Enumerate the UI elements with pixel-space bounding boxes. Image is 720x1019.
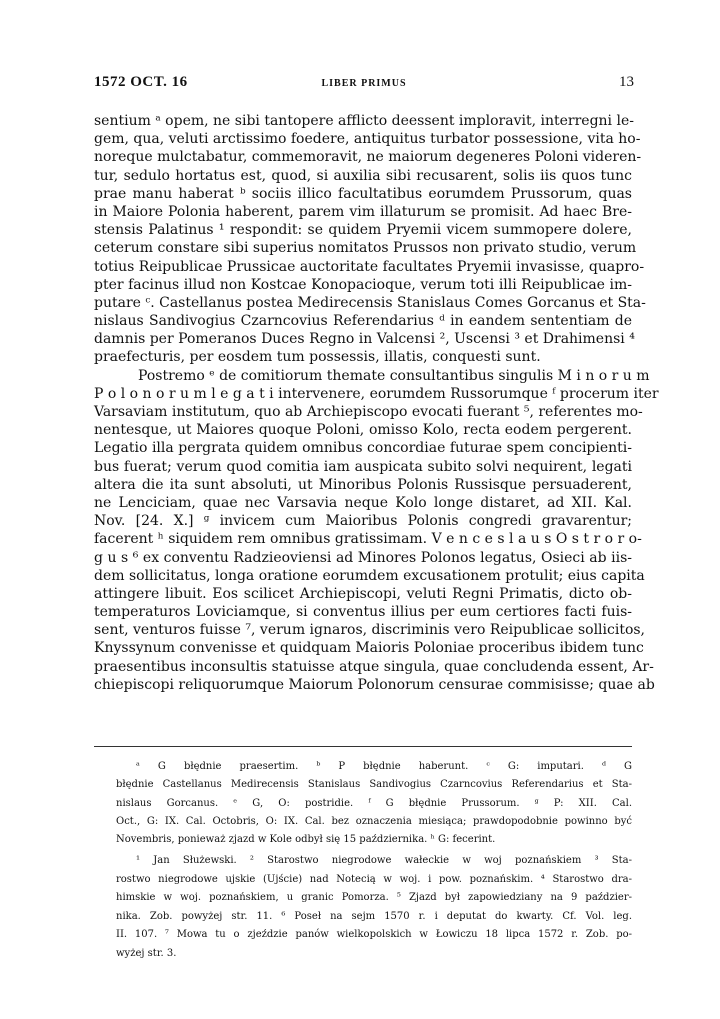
- footnote-divider: [94, 746, 632, 747]
- text-line: prae manu haberat ᵇ sociis illico facultatibus eorumdem Prussorum, quas: [94, 185, 632, 202]
- historical-footnotes: [116, 852, 632, 964]
- text-line: in Maiore Polonia haberent, parem vim illaturum se promisit. Ad haec Bre-: [94, 203, 632, 220]
- text-line: sent, venturos fuisse ⁷, verum ignaros, discriminis vero Reipublicae sollicitos,: [94, 622, 646, 639]
- header-book-title: LIBER PRIMUS: [321, 78, 407, 89]
- text-line: putare ᶜ. Castellanus postea Medirecensis Stanislaus Comes Gorcanus et Sta-: [94, 294, 646, 311]
- apparatus-note-line: błędnie Castellanus Medirecensis Stanislaus Sandivogius Czarncovius Referendarius et Sta-: [116, 779, 632, 791]
- apparatus-note-line: Novembris, ponieważ zjazd w Kole odbył się 15 października. ʰ G: fecerint.: [116, 834, 496, 846]
- text-line: gem, qua, veluti arctissimo foedere, antiquitus turbator possessione, vita ho-: [94, 131, 641, 148]
- page-number: 13: [619, 74, 634, 90]
- text-line: g u s ⁶ ex conventu Radzieoviensi ad Minores Polonos legatus, Osieci ab iis-: [94, 549, 632, 566]
- text-line: Nov. [24. X.] ᵍ invicem cum Maioribus Polonis congredi gravarentur;: [94, 513, 632, 530]
- text-line: nentesque, ut Maiores quoque Poloni, omisso Kolo, recta eodem pergerent.: [94, 422, 632, 439]
- text-line: chiepiscopi reliquorumque Maiorum Polonorum censurae commisisse; quae ab: [94, 676, 655, 693]
- page-header: [94, 74, 634, 94]
- text-line: ceterum constare sibi superius nomitatos Prussos non privato studio, verum: [94, 240, 637, 257]
- text-line: altera die ita sunt absoluti, ut Minoribus Polonis Russisque persuaderent,: [94, 476, 632, 493]
- footnote-line: wyżej str. 3.: [116, 947, 177, 959]
- footnote-line: ¹ Jan Służewski. ² Starostwo niegrodowe wałeckie w woj poznańskiem ³ Sta-: [136, 855, 632, 866]
- footnote-line: II. 107. ⁷ Mowa tu o zjeździe panów wielkopolskich w Łowiczu 18 lipca 1572 r. Zob. po-: [116, 929, 632, 941]
- footnote-line: nika. Zob. powyżej str. 11. ⁶ Poseł na sejm 1570 r. i deputat do kwarty. Cf. Vol. leg.: [116, 910, 632, 922]
- text-line: facerent ʰ siquidem rem omnibus gratissimam. V e n c e s l a u s O s t r o r o-: [94, 531, 642, 548]
- text-line: nislaus Sandivogius Czarncovius Referendarius ᵈ in eandem sententiam de: [94, 313, 632, 330]
- text-line: P o l o n o r u m l e g a t i intervenere, eorumdem Russorumque ᶠ procerum iter: [94, 385, 659, 402]
- text-line: praefecturis, per eosdem tum possessis, illatis, conquesti sunt.: [94, 349, 541, 366]
- text-line: Postremo ᵉ de comitiorum themate consultantibus singulis M i n o r u m: [138, 367, 650, 384]
- text-line: totius Reipublicae Prussicae auctoritate facultates Pryemii invasisse, quapro-: [94, 258, 645, 275]
- apparatus-note-line: ᵃ G błędnie praesertim. ᵇ P błędnie haberunt. ᶜ G: imputari. ᵈ G: [136, 761, 632, 772]
- footnote-line: rostwo niegrodowe ujskie (Ujście) nad Notecią w woj. i pow. poznańskim. ⁴ Starostwo dra-: [116, 873, 632, 885]
- text-line: attingere libuit. Eos scilicet Archiepiscopi, veluti Regni Primatis, dicto ob-: [94, 585, 632, 602]
- text-line: noreque mulctabatur, commemoravit, ne maiorum degeneres Poloni videren-: [94, 149, 642, 166]
- textual-apparatus-notes: [116, 758, 632, 849]
- text-line: stensis Palatinus ¹ respondit: se quidem Pryemii vicem summopere dolere,: [94, 222, 632, 239]
- footnote-line: himskie w woj. poznańskiem, u granic Pomorza. ⁵ Zjazd był zapowiedziany na 9 paździer-: [116, 892, 632, 904]
- apparatus-note-line: Oct., G: IX. Cal. Octobris, O: IX. Cal. bez oznaczenia miesiąca; prawdopodobnie powinno być: [116, 815, 632, 827]
- text-line: damnis per Pomeranos Duces Regno in Valcensi ², Uscensi ³ et Drahimensi ⁴: [94, 331, 635, 348]
- main-text: [94, 112, 659, 694]
- text-line: sentium ᵃ opem, ne sibi tantopere afflicto deessent imploravit, interregni le-: [94, 113, 634, 129]
- text-line: dem sollicitatus, longa oratione eorumdem excusationem protulit; eius capita: [94, 567, 645, 584]
- text-line: bus fuerat; verum quod comitia iam auspicata subito solvi nequirent, legati: [94, 458, 632, 475]
- text-line: Legatio illa pergrata quidem omnibus concordiae futurae spem concipienti-: [94, 440, 632, 457]
- text-line: Varsaviam institutum, quo ab Archiepiscopo evocati fuerant ⁵, referentes mo-: [94, 404, 643, 420]
- header-date: 1572 OCT. 16: [94, 74, 188, 90]
- text-line: Knyssynum convenisse et quidquam Maioris Poloniae proceribus ibidem tunc: [94, 640, 644, 657]
- text-line: ne Lenciciam, quae nec Varsavia neque Kolo longe distaret, ad XII. Kal.: [94, 494, 632, 511]
- text-line: tur, sedulo hortatus est, quod, si auxilia sibi recusarent, solis iis quos tunc: [94, 167, 632, 184]
- apparatus-note-line: nislaus Gorcanus. ᵉ G, O: postridie. ᶠ G błędnie Prussorum. ᵍ P: XII. Cal.: [116, 797, 632, 809]
- text-line: temperaturos Loviciamque, si conventus illius per eum certiores facti fuis-: [94, 604, 632, 621]
- text-line: pter facinus illud non Kostcae Konopacioque, verum toti illi Reipublicae im-: [94, 276, 632, 293]
- text-line: praesentibus inconsultis statuisse atque singula, quae concludenda essent, Ar-: [94, 658, 654, 675]
